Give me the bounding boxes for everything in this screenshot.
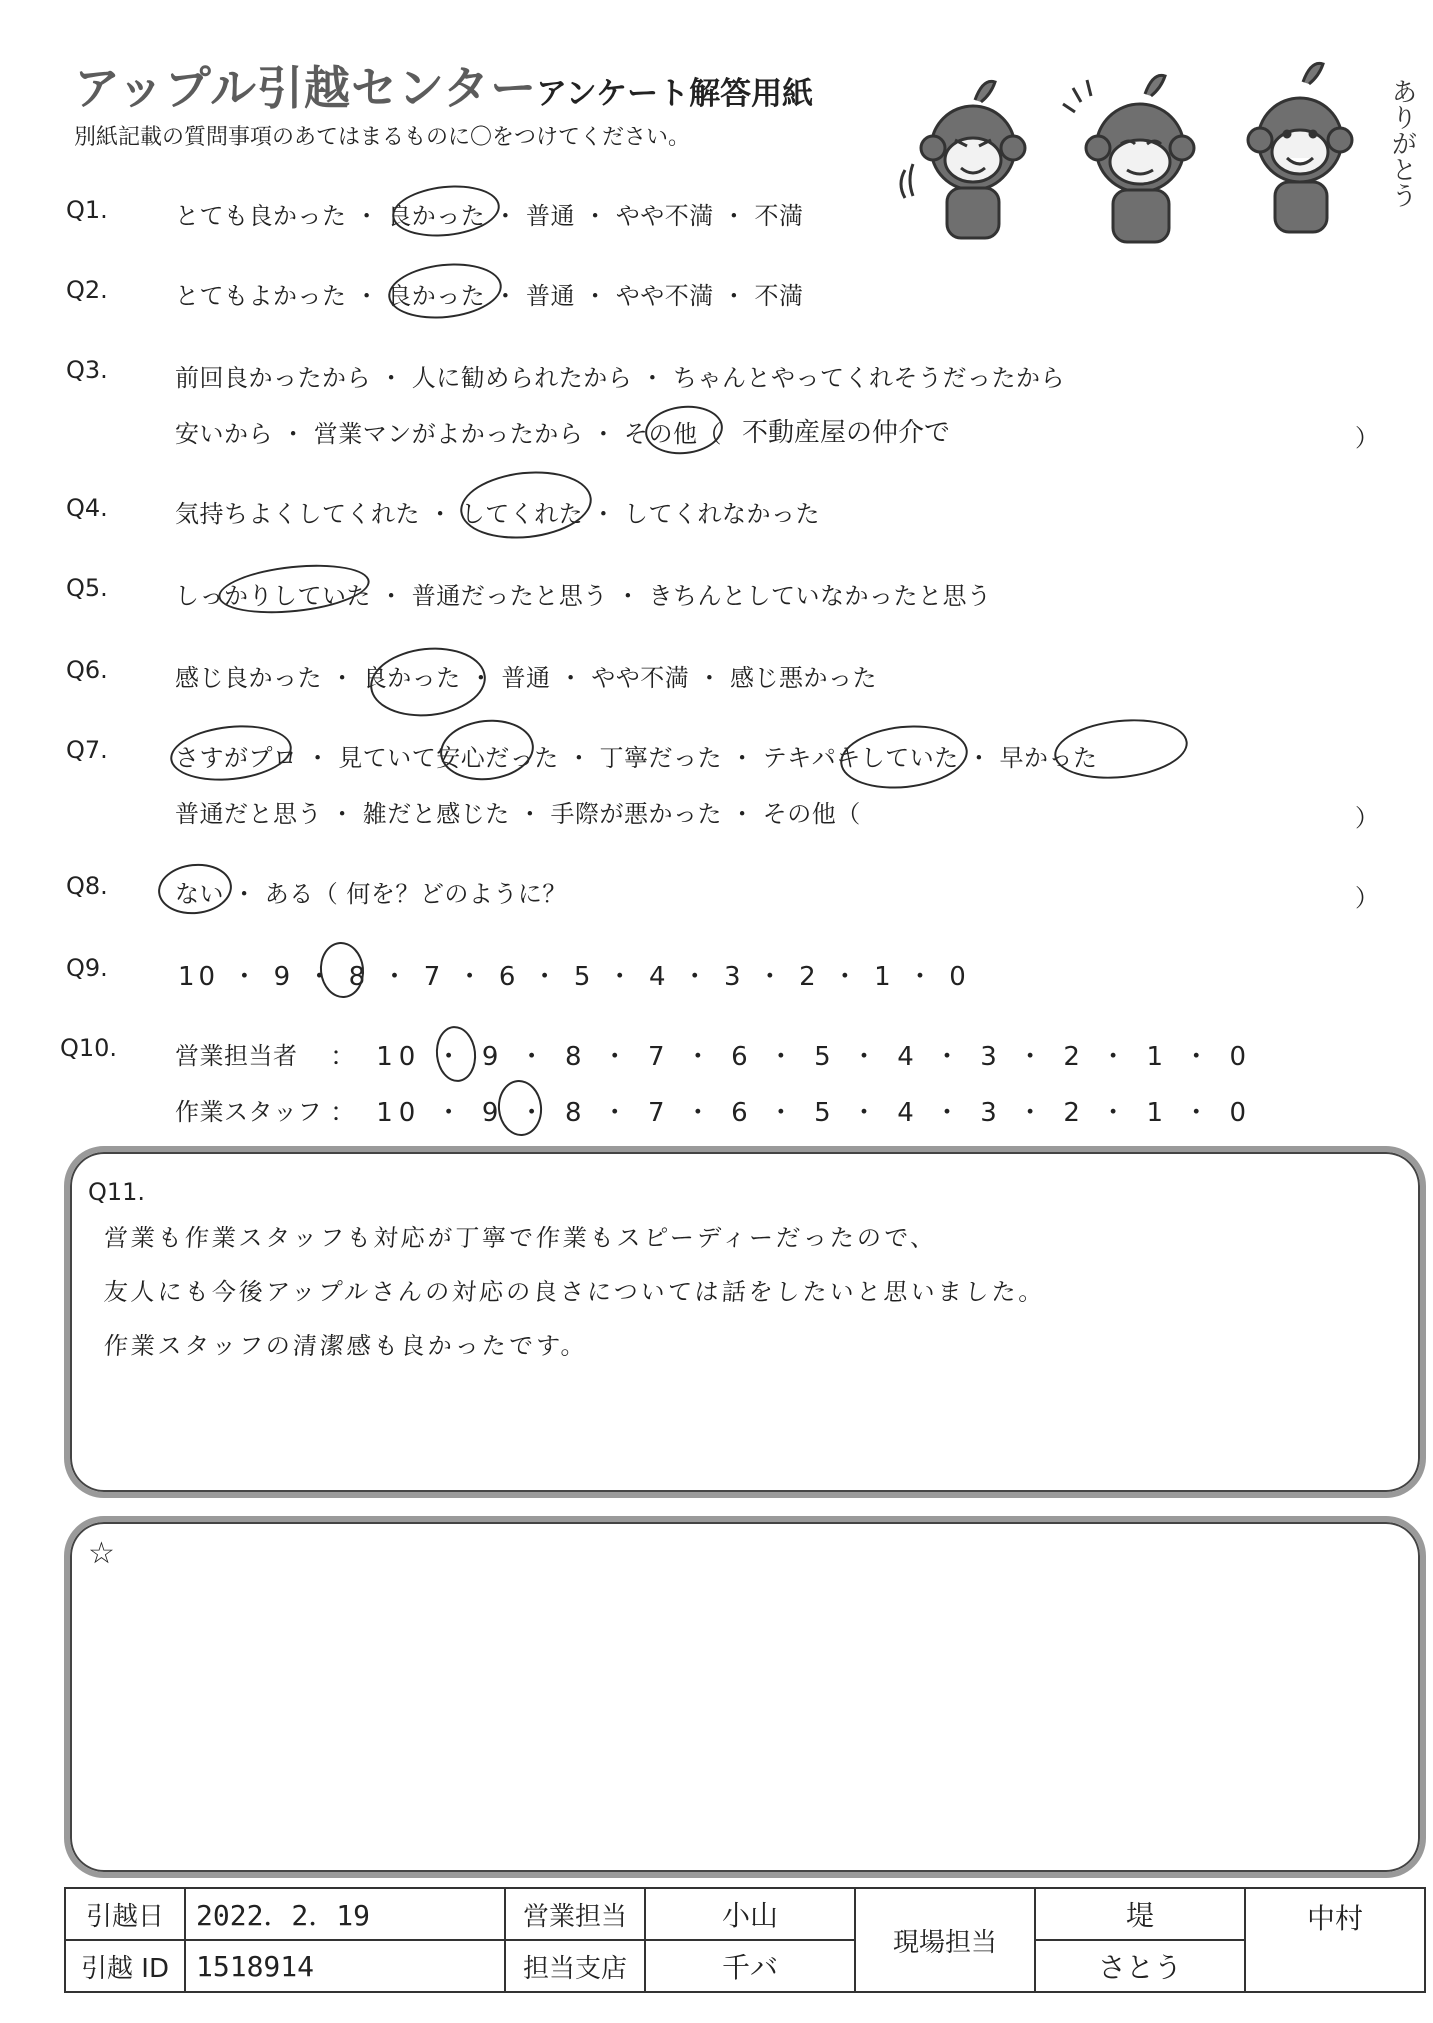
q11-label: Q11. <box>88 1178 146 1206</box>
q2-label: Q2. <box>66 276 108 304</box>
form-title: アップル引越センター <box>74 61 538 115</box>
q1-options: とても良かった ・ 良かった ・ 普通 ・ やや不満 ・ 不満 <box>175 202 804 230</box>
q3-options-line2: 安いから ・ 営業マンがよかったから ・ その他（ <box>175 420 723 448</box>
q3-answer-circle <box>643 402 726 458</box>
move-date-value: 2022．2．19 <box>185 1888 505 1940</box>
q5-options: しっかりしていた ・ 普通だったと思う ・ きちんとしていなかったと思う <box>175 582 992 610</box>
q10-staff-label: 作業スタッフ <box>175 1098 322 1126</box>
q4-answer-circle <box>457 465 595 544</box>
move-id-label: 引越 ID <box>65 1940 185 1992</box>
site-rep-value-3: さとう <box>1035 1940 1245 1992</box>
q11-comment-box <box>64 1146 1426 1498</box>
q4-options: 気持ちよくしてくれた ・ してくれた ・ してくれなかった <box>175 500 821 528</box>
q3-label: Q3. <box>66 356 108 384</box>
sales-rep-value: 小山 <box>645 1888 855 1940</box>
q10-staff-scale: ： 10 ・ 9 ・ 8 ・ 7 ・ 6 ・ 5 ・ 4 ・ 3 ・ 2 ・ 1 ・ 0 <box>330 1098 1253 1128</box>
site-rep-label: 現場担当 <box>855 1888 1035 1992</box>
q3-close-paren: ） <box>1355 424 1379 452</box>
q10-sales-scale: ： 10 ・ 9 ・ 8 ・ 7 ・ 6 ・ 5 ・ 4 ・ 3 ・ 2 ・ 1 ・ 0 <box>330 1042 1253 1072</box>
q2-options: とてもよかった ・ 良かった ・ 普通 ・ やや不満 ・ 不満 <box>175 282 804 310</box>
footer-table <box>64 1887 1426 1993</box>
q8-answer-circle <box>156 860 235 917</box>
monkey-mascots-illustration <box>895 60 1415 250</box>
q2-answer-circle <box>385 258 504 324</box>
q6-label: Q6. <box>66 656 108 684</box>
q6-answer-circle <box>367 642 489 722</box>
q10-label: Q10. <box>60 1034 118 1062</box>
q6-options: 感じ良かった ・ 良かった ・ 普通 ・ やや不満 ・ 感じ悪かった <box>175 664 878 692</box>
q7-answer-circle-anshin <box>437 715 537 784</box>
q8-close-paren: ） <box>1355 884 1379 912</box>
q7-label: Q7. <box>66 736 108 764</box>
q1-answer-circle <box>390 180 503 241</box>
q10-staff-answer-circle <box>495 1078 545 1138</box>
q7-answer-circle-pro <box>168 720 295 786</box>
q9-label: Q9. <box>66 954 108 982</box>
q11-comment-line-1: 営業も作業スタッフも対応が丁寧で作業もスピーディーだったので、 <box>102 1224 939 1252</box>
q9-scale: 10 ・ 9 ・ 8 ・ 7 ・ 6 ・ 5 ・ 4 ・ 3 ・ 2 ・ 1 ・ 0 <box>178 962 970 992</box>
instruction-text: 別紙記載の質問事項のあてはまるものに〇をつけてください。 <box>74 125 691 150</box>
move-date-label: 引越日 <box>65 1888 185 1940</box>
q5-label: Q5. <box>66 574 108 602</box>
q8-label: Q8. <box>66 872 108 900</box>
q7-options-line1: さすがプロ ・ 見ていて安心だった ・ 丁寧だった ・ テキパキしていた ・ 早かった <box>175 744 1098 772</box>
q7-close-paren: ） <box>1355 804 1379 832</box>
q10-sales-label: 営業担当者 <box>175 1042 298 1070</box>
monkey-mascot-3 <box>1248 63 1352 232</box>
q7-answer-circle-tekipaki <box>837 719 971 794</box>
q8-options: ない ・ ある（ 何を？どのように？ <box>175 880 567 908</box>
q7-answer-circle-hayakatta <box>1051 713 1190 785</box>
star-label: ☆ <box>88 1536 115 1571</box>
q3-options-line1: 前回良かったから ・ 人に勧められたから ・ ちゃんとやってくれそうだったから <box>175 364 1066 392</box>
q1-label: Q1. <box>66 196 108 224</box>
monkey-mascot-1 <box>901 81 1025 238</box>
thanks-text: ありがとう <box>1387 78 1417 208</box>
branch-value: 千バ <box>645 1940 855 1992</box>
q10-sales-answer-circle <box>433 1024 479 1084</box>
branch-label: 担当支店 <box>505 1940 645 1992</box>
q11-comment-line-3: 作業スタッフの清潔感も良かったです。 <box>102 1332 589 1360</box>
star-comment-box <box>64 1516 1426 1878</box>
q3-other-answer: 不動産屋の仲介で <box>742 418 951 448</box>
site-rep-value-1: 堤 <box>1035 1888 1245 1940</box>
q7-options-line2: 普通だと思う ・ 雑だと感じた ・ 手際が悪かった ・ その他（ <box>175 800 861 828</box>
site-rep-value-2: 中村 <box>1245 1888 1425 1992</box>
move-id-value: 1518914 <box>185 1940 505 1992</box>
form-subtitle: アンケート解答用紙 <box>536 76 814 112</box>
sales-rep-label: 営業担当 <box>505 1888 645 1940</box>
q11-comment-line-2: 友人にも今後アップルさんの対応の良さについては話をしたいと思いました。 <box>102 1278 1047 1306</box>
monkey-mascot-2 <box>1063 75 1194 242</box>
q4-label: Q4. <box>66 494 108 522</box>
